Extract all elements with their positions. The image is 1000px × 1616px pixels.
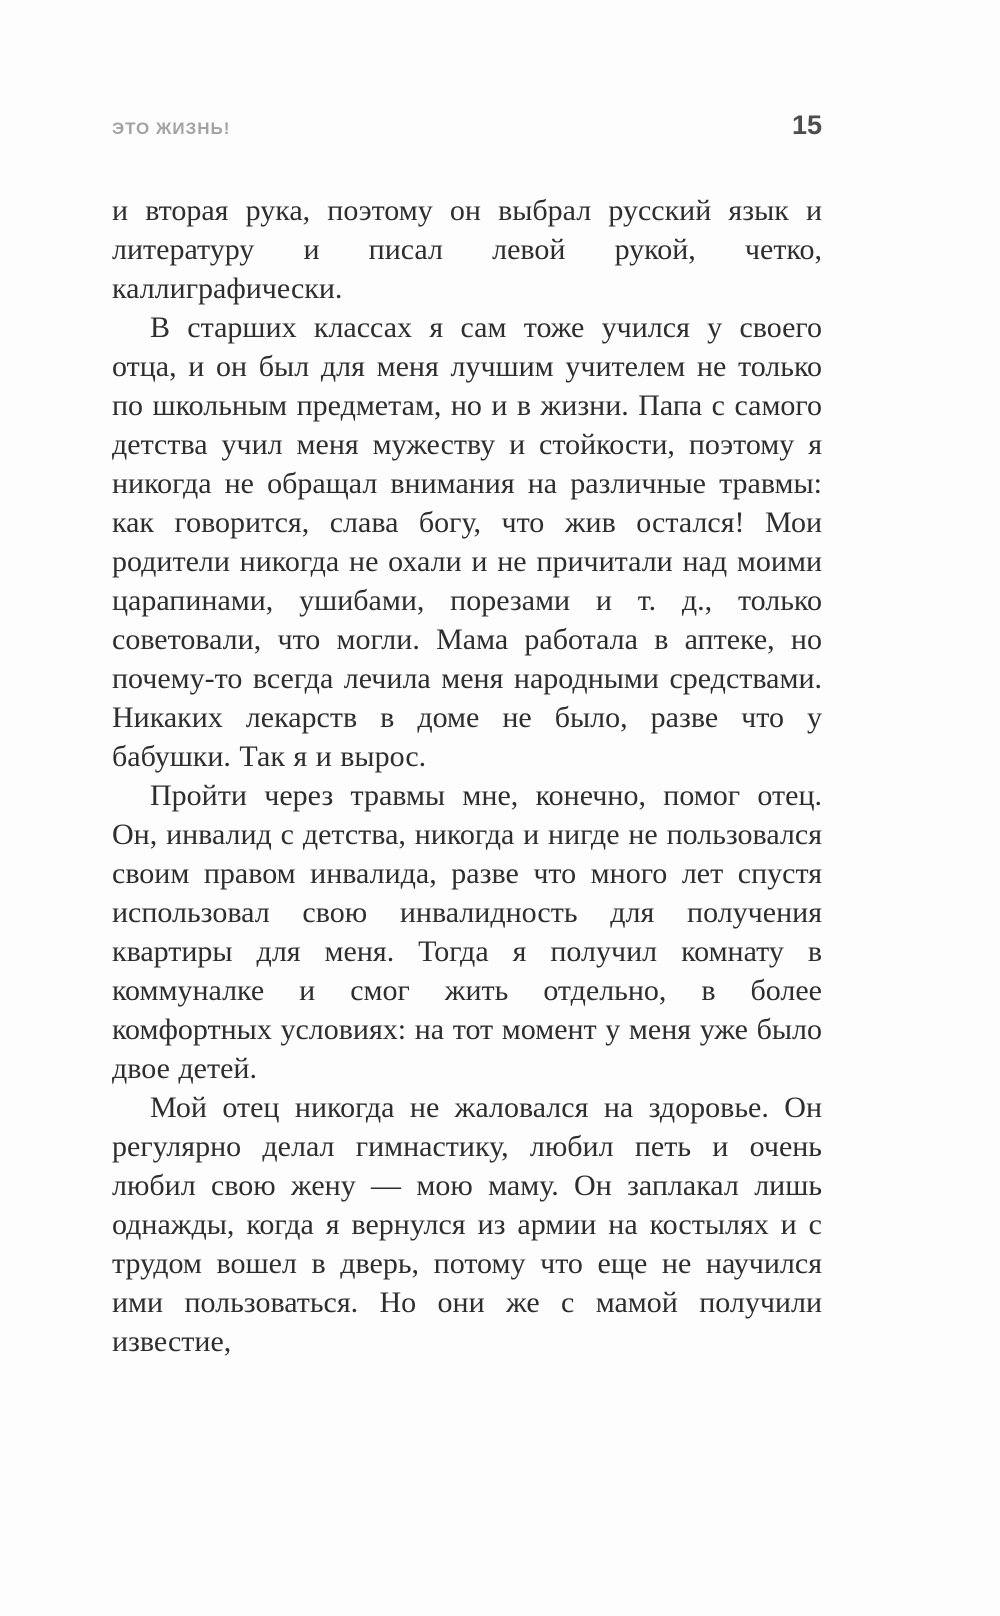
page-header [0, 0, 1000, 141]
page-number: 15 [791, 110, 822, 140]
running-title: ЭТО ЖИЗНЬ! [112, 119, 231, 138]
paragraph: Пройти через травмы мне, конечно, помог отец. Он, инвалид с детства, никогда и нигде не пользовался своим правом инвалида, разве что много лет спустя использовал свою инвалидность для получения квартиры для меня. Тогда я получил комнату в коммуналке и смог жить отдельно, в более комфортных условиях: на тот момент у меня уже было двое детей. [112, 779, 822, 1085]
paragraph: и вторая рука, поэтому он выбрал русский язык и литературу и писал левой рукой, четко, каллиграфически. [112, 194, 822, 305]
paragraph: Мой отец никогда не жаловался на здоровье. Он регулярно делал гимнастику, любил петь и очень любил свою жену — мою маму. Он заплакал лишь однажды, когда я вернулся из армии на костылях и с трудом вошел в дверь, потому что еще не научился ими пользоваться. Но они же с мамой получили известие, [112, 1091, 822, 1358]
paragraph: В старших классах я сам тоже учился у своего отца, и он был для меня лучшим учителем не только по школьным предметам, но и в жизни. Папа с самого детства учил меня мужеству и стойкости, поэтому я никогда не обращал внимания на различные травмы: как говорится, слава богу, что жив остался! Мои родители никогда не охали и не причитали над моими царапинами, ушибами, порезами и т. д., только советовали, что могли. Мама работала в аптеке, но почему-то всегда лечила меня народными средствами. Никаких лекарств в доме не было, разве что у бабушки. Так я и вырос. [112, 311, 822, 773]
page-body [0, 191, 1000, 1361]
